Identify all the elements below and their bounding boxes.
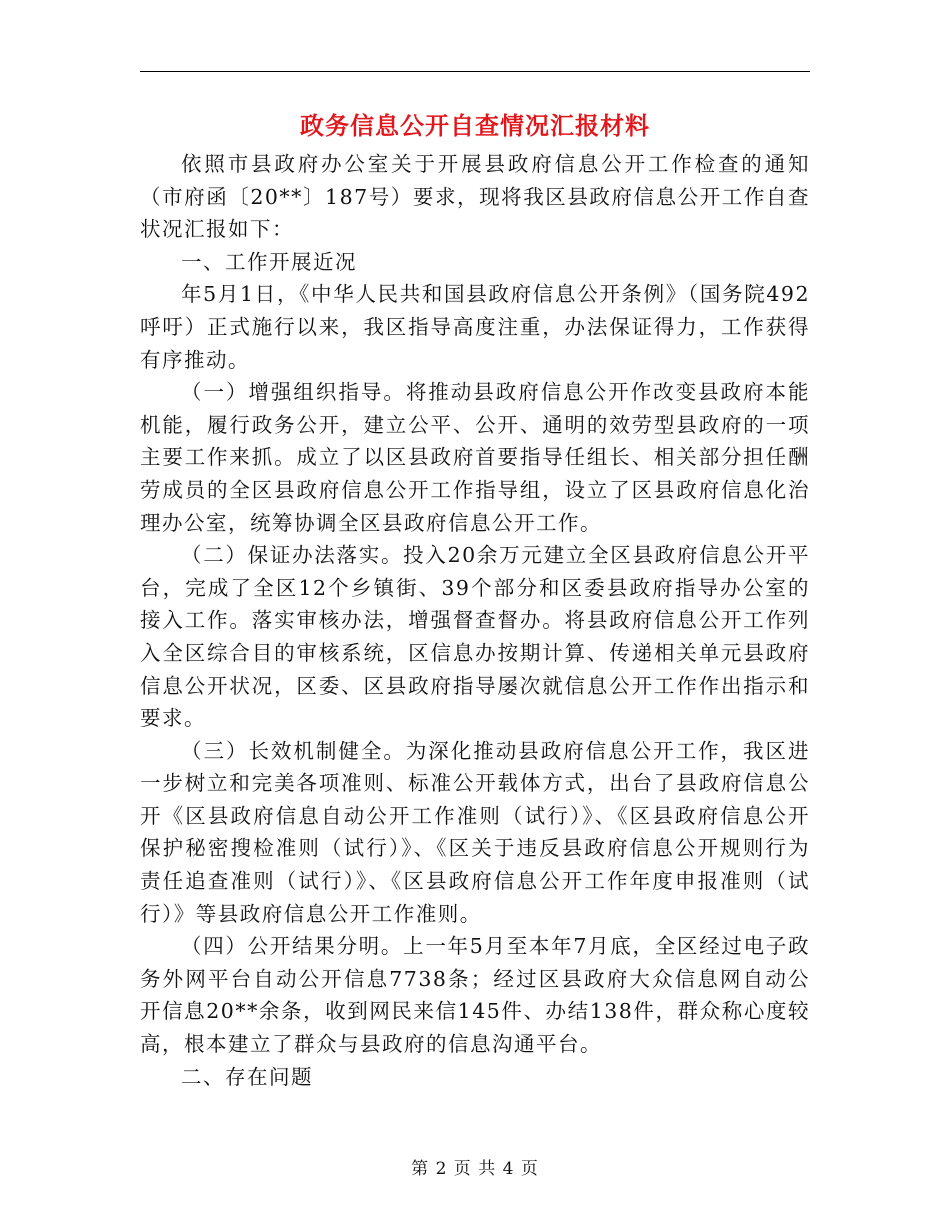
section-heading-2: 二、存在问题: [181, 1064, 313, 1089]
document-body: [140, 148, 810, 1093]
page-footer: [0, 1154, 950, 1179]
paragraph-background: 年5月1日，《中华人民共和国县政府信息公开条例》（国务院492呼吁）正式施行以来，我区指导高度注重，办法保证得力，工作获得有序推动。: [140, 282, 810, 372]
paragraph-intro: 依照市县政府办公室关于开展县政府信息公开工作检查的通知（市府函〔20**〕187号）要求，现将我区县政府信息公开工作自查状况汇报如下：: [140, 152, 810, 242]
paragraph-item-2: （二）保证办法落实。投入20余万元建立全区县政府信息公开平台，完成了全区12个乡镇街、39个部分和区委县政府指导办公室的接入工作。落实审核办法，增强督查督办。将县政府信息公开工作列入全区综合目的审核系统，区信息办按期计算、传递相关单元县政府信息公开状况，区委、区县政府指导屡次就信息公开工作作出指示和要求。: [140, 543, 810, 731]
document-title: 政务信息公开自查情况汇报材料: [300, 111, 650, 140]
header-rule: [140, 71, 810, 72]
paragraph-item-3: （三）长效机制健全。为深化推动县政府信息公开工作，我区进一步树立和完美各项准则、标准公开载体方式，出台了县政府信息公开《区县政府信息自动公开工作准则（试行）》、《区县政府信息公开保护秘密搜检准则（试行）》、《区关于违反县政府信息公开规则行为责任追查准则（试行）》、《区县政府信息公开工作年度申报准则（试行）》等县政府信息公开工作准则。: [140, 738, 810, 926]
paragraph-item-4: （四）公开结果分明。上一年5月至本年7月底，全区经过电子政务外网平台自动公开信息7738条；经过区县政府大众信息网自动公开信息20**余条，收到网民来信145件、办结138件，群众称心度较高，根本建立了群众与县政府的信息沟通平台。: [140, 934, 810, 1057]
paragraph-item-1: （一）增强组织指导。将推动县政府信息公开作改变县政府本能机能，履行政务公开，建立公平、公开、通明的效劳型县政府的一项主要工作来抓。成立了以区县政府首要指导任组长、相关部分担任酬劳成员的全区县政府信息公开工作指导组，设立了区县政府信息化治理办公室，统筹协调全区县政府信息公开工作。: [140, 380, 810, 535]
section-heading-1: 一、工作开展近况: [181, 249, 357, 274]
page-number-label: 第 2 页 共 4 页: [411, 1159, 539, 1179]
